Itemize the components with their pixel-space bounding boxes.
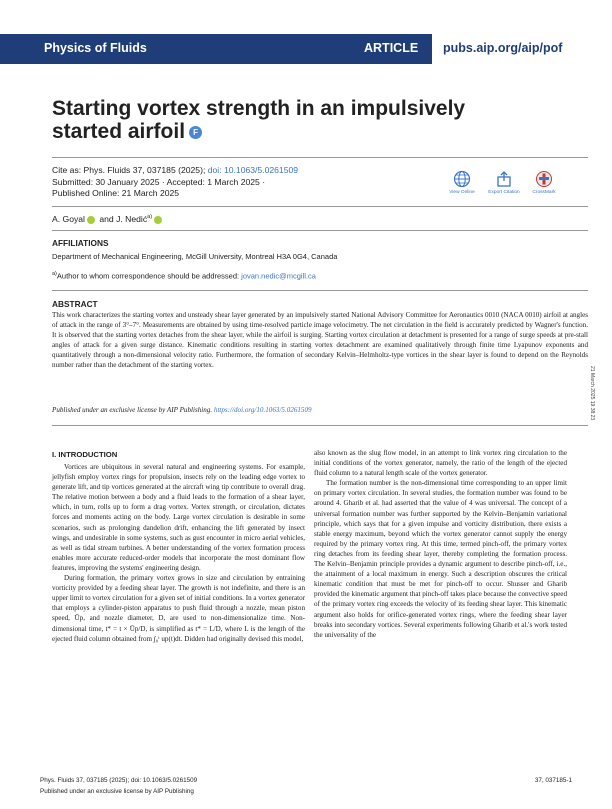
section-heading: I. INTRODUCTION xyxy=(52,450,118,459)
footer-citation: Phys. Fluids 37, 037185 (2025); doi: 10.1063/5.0261509 xyxy=(40,777,198,784)
author-2-sup: a) xyxy=(147,214,153,221)
authors xyxy=(52,214,164,224)
dates-line-2: Published Online: 21 March 2025 xyxy=(52,188,180,198)
journal-name[interactable]: Physics of Fluids xyxy=(44,41,147,55)
crossmark-icon xyxy=(535,170,553,188)
left-column xyxy=(52,462,305,644)
crossmark-label: CrossMark xyxy=(532,190,556,195)
title-text: Starting vortex strength in an impulsively started airfoil xyxy=(52,97,466,143)
email-link[interactable]: jovan.nedic@mcgill.ca xyxy=(241,271,316,281)
page-number: 37, 037185-1 xyxy=(534,777,572,784)
view-online-label: View Online xyxy=(449,190,475,195)
intro-paragraph-4: The formation number is the non-dimensional time corresponding to an upper limit on primary vortex circulation. In several studies, the formation number was found to be around 4. Gharib et al. had asserted that the value of 4 was universal. The concept of a universal formation number was further supported by the Kelvin–Benjamin variational principle, which says that for a given impulse and vorticity distribution, there exists a stable energy maximum, beyond which the vortex generator cannot supply the energy required by the primary vortex ring. At this time, termed pinch-off, the primary vortex ring detaches from its feeding shear layer, thereby completing the formation process. The Kelvin–Benjamin principle provides a dynamic argument to describe pinch-off, i.e., the attainment of a local maximum in energy. Such a description obscures the critical kinematic condition that must be met for pinch-off to occur. Shusser and Gharib provided the kinematic argument that pinch-off takes place because the convective speed of the primary vortex ring exceeds the velocity of its feeding shear layer. This kinematic argument also holds for orifice-generated vortex rings, where the feeding shear layer breaks into secondary vortices. Several experiments following Gharib et al.'s work tested the universality of the xyxy=(314,479,567,639)
right-column xyxy=(314,448,567,640)
license-line xyxy=(52,406,312,414)
cite-divider xyxy=(52,206,588,207)
dates-line-1: Submitted: 30 January 2025 · Accepted: 1 March 2025 · xyxy=(52,176,266,187)
corr-label: a) xyxy=(52,271,57,277)
footer-license: Published under an exclusive license by AIP Publishing xyxy=(40,788,194,795)
doi-link[interactable]: doi: 10.1063/5.0261509 xyxy=(207,165,299,175)
journal-url[interactable]: pubs.aip.org/aip/pof xyxy=(443,41,563,55)
cite-block xyxy=(52,165,298,200)
side-timestamp: 21 March 2025 19:38:23 xyxy=(589,366,595,421)
article-type: ARTICLE xyxy=(364,41,419,55)
cite-prefix: Cite as: Phys. Fluids 37, 037185 (2025); xyxy=(52,165,206,175)
globe-icon xyxy=(453,170,471,188)
abstract-heading: ABSTRACT xyxy=(52,299,98,309)
page-title xyxy=(52,97,472,143)
author-and: and xyxy=(99,214,114,224)
author-1[interactable]: A. Goyal xyxy=(52,214,85,224)
page-footer xyxy=(40,775,572,797)
abstract-divider xyxy=(52,425,588,426)
authors-divider xyxy=(52,230,588,231)
orcid-icon[interactable] xyxy=(154,216,162,224)
export-icon xyxy=(495,170,513,188)
featured-badge-icon: F xyxy=(189,126,202,139)
intro-paragraph-2: During formation, the primary vortex grows in size and circulation by entraining vorticity provided by a feeding shear layer. The growth is not indefinite, and there is an upper limit to vortex circulation for a given set of initial conditions. In a vortex generator that employs a cylinder-piston apparatus to push fluid through a nozzle, mean piston speed, Ūp, and nozzle diameter, D, are used to non-dimensionalize time. Non-dimensional time, t* = t × Ūp/D, is simplified as t* = L/D, where L is the length of the ejected fluid column obtained from ∫₀ᵗ up(t)dt. Didden had originally devised this model, xyxy=(52,574,305,643)
affiliations-divider xyxy=(52,290,588,291)
export-citation-button[interactable] xyxy=(484,170,524,195)
license-doi-link[interactable]: https://doi.org/10.1063/5.0261509 xyxy=(213,406,312,414)
view-online-button[interactable] xyxy=(442,170,482,195)
license-text: Published under an exclusive license by AIP Publishing. xyxy=(52,406,213,414)
intro-paragraph-1: Vortices are ubiquitous in several natural and engineering systems. For example, jellyfish employ vortex rings for propulsion, insects rely on the leading edge vortex to generate lift, and tip vortices generated at the aircraft wing tip contribute to overall drag. The relative motion between a body and a fluid leads to the formation of a shear layer, which, in turn, rolls up to form a drag vortex. Vortex strength, or circulation, dictates forces and moments acting on the body. Large vortex circulation is desirable in some scenarios, such as prolonging dandelion drift, enhancing the lift generated by insect wings, and undesirable in some systems, such as gust encounter in micro aerial vehicles, as well as tidal stream turbines. A better understanding of the vortex formation process enables more accurate reduced-order models that incorporate the most dominant flow features, improving the systems' engineering design. xyxy=(52,463,305,572)
abstract-text: This work characterizes the starting vortex and unsteady shear layer generated by an impulsively started National Advisory Committee for Aeronautics 0010 (NACA 0010) airfoil at angles of attack in the range of 3°–7°. Measurements are obtained by using time-resolved particle image velocimetry. The net circulation in the field is accurately predicted by Wagner's function. It is observed that the starting vortex detaches from the shear layer, while the airfoil is surging. Starting vortex circulation at detachment is presented for a range of surge speeds at pre-stall angles of attack for a given surge distance. Kinematic conditions resulting in starting vortex detachment are examined qualitatively through finite time Lyapunov exponents and quantitatively through a non-dimensional velocity ratio. Furthermore, the formation of secondary Kelvin–Helmholtz-type vortices in the shear layer is found to depend on the Reynolds number rather than the detachment of the starting vortex. xyxy=(52,311,588,369)
author-2[interactable]: J. Nedić xyxy=(116,214,148,224)
title-divider xyxy=(52,157,588,158)
affiliation-dept: Department of Mechanical Engineering, McGill University, Montreal H3A 0G4, Canada xyxy=(52,252,338,261)
corr-text: Author to whom correspondence should be addressed: xyxy=(56,271,242,281)
orcid-icon[interactable] xyxy=(87,216,95,224)
affiliations-heading: AFFILIATIONS xyxy=(52,238,109,248)
crossmark-button[interactable] xyxy=(524,170,564,195)
intro-paragraph-3: also known as the slug flow model, in an attempt to link vortex ring circulation to the initial conditions of the vortex generator, namely, the ratio of the length of the ejected fluid column to a natural length scale of the vortex generator. xyxy=(314,449,567,478)
export-citation-label: Export Citation xyxy=(488,190,520,195)
corresponding-author xyxy=(52,271,316,281)
